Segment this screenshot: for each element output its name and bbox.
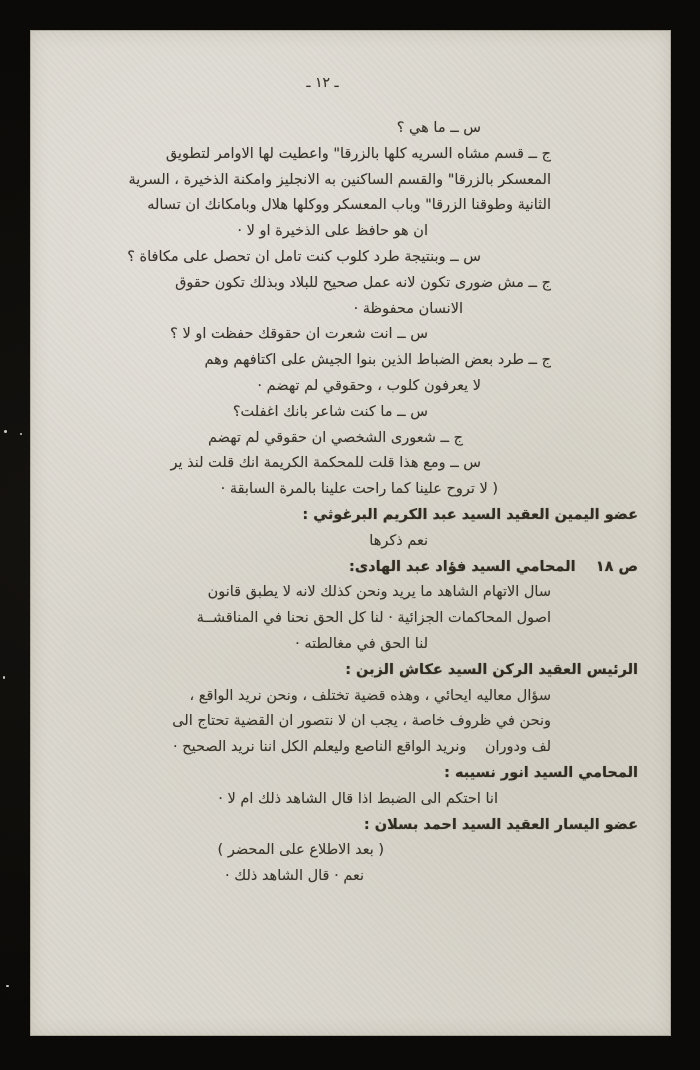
statement-line: سؤال معاليه ايحائي ، وهذه قضية تختلف ، ونحن نريد الواقع ، — [189, 687, 551, 704]
scan-artifact-speck — [3, 676, 5, 679]
answer-line: ج ــ قسم مشاه السريه كلها بالزرقا" واعطيت لها الاوامر لتطويق — [165, 145, 551, 162]
answer-line: ج ــ شعورى الشخصي ان حقوقي لم تهضم — [207, 429, 463, 446]
question-line: س ــ ما هي ؟ — [396, 120, 481, 136]
question-line: س ــ وبنتيجة طرد كلوب كنت تامل ان تحصل على مكافاة ؟ — [127, 248, 481, 265]
statement-line: نعم · قال الشاهد ذلك · — [225, 868, 364, 885]
speaker-heading-line: المحامي السيد انور نسيبه : — [444, 764, 638, 781]
statement-line: انا احتكم الى الضبط اذا قال الشاهد ذلك ام لا · — [218, 790, 498, 807]
statement-line: لنا الحق في مغالطته · — [295, 635, 428, 652]
speaker-heading-line: عضو اليسار العقيد السيد احمد بسلان : — [363, 816, 638, 833]
statement-line: اصول المحاكمات الجزائية · لنا كل الحق نحنا في المناقشــة — [196, 610, 551, 627]
document-text — [30, 116, 671, 890]
scan-artifact-speck — [20, 433, 22, 435]
answer-continuation-line: ان هو حافظ على الذخيرة او لا · — [237, 223, 428, 240]
question-line: س ــ ومع هذا قلت للمحكمة الكريمة انك قلت لنذ ير — [170, 455, 481, 472]
answer-line: ج ــ مش ضورى تكون لانه عمل صحيح للبلاد وبذلك تكون حقوق — [175, 274, 551, 291]
speaker-heading-line: ص ١٨ المحامي السيد فؤاد عبد الهادى: — [349, 558, 638, 575]
answer-continuation-line: الثانية وطوقنا الزرقا" وباب المعسكر ووكلها هلال وبامكانك ان تساله — [147, 197, 551, 214]
answer-continuation-line: لا يعرفون كلوب ، وحقوقي لم تهضم · — [257, 377, 481, 394]
question-line: س ــ ما كنت شاعر بانك اغفلت؟ — [232, 403, 428, 420]
question-line: س ــ انت شعرت ان حقوقك حفظت او لا ؟ — [170, 326, 428, 343]
scan-artifact-speck — [4, 430, 7, 433]
stage-direction-line: ( بعد الاطلاع على المحضر ) — [217, 842, 384, 859]
speaker-heading-line: الرئيس العقيد الركن السيد عكاش الزبن : — [345, 661, 638, 678]
scan-artifact-speck — [6, 985, 9, 987]
page-number: ـ ١٢ ـ — [306, 75, 339, 91]
statement-line: ونحن في ظروف خاصة ، يجب ان لا نتصور ان القضية تحتاج الى — [172, 713, 551, 730]
statement-line: لف ودوران ونريد الواقع الناصع وليعلم الكل اننا نريد الصحيح · — [173, 739, 551, 756]
answer-continuation-line: الانسان محفوظة · — [353, 300, 463, 317]
answer-continuation-line: المعسكر بالزرقا" والقسم الساكنين به الانجليز وامكنة الذخيرة ، السرية — [128, 171, 551, 188]
answer-line: ج ــ طرد بعض الضباط الذين بنوا الجيش على اكتافهم وهم — [204, 352, 551, 369]
quote-parenthetical-line: ( لا تروح علينا كما راحت علينا بالمرة السابقة · — [220, 481, 498, 498]
statement-line: سال الاتهام الشاهد ما يريد ونحن كذلك لانه لا يطبق قانون — [207, 584, 551, 601]
document-page — [30, 30, 671, 1036]
speaker-heading-line: عضو اليمين العقيد السيد عبد الكريم البرغوثي : — [302, 506, 638, 523]
statement-line: نعم ذكرها — [369, 532, 428, 549]
